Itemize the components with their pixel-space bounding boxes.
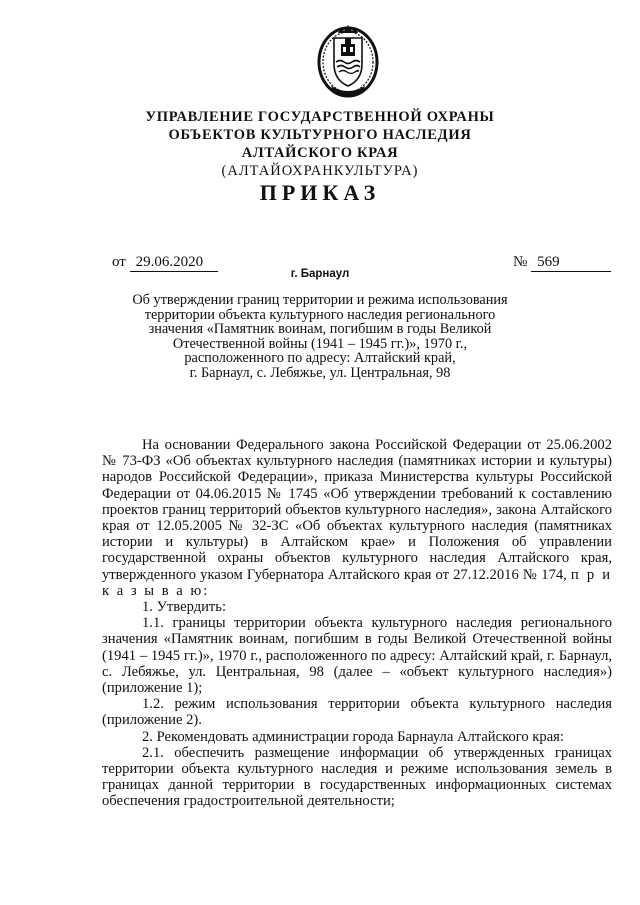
org-name-line-2: ОБЪЕКТОВ КУЛЬТУРНОГО НАСЛЕДИЯ bbox=[168, 127, 472, 143]
item-1: 1. Утвердить: bbox=[142, 599, 227, 616]
org-name-line-3: АЛТАЙСКОГО КРАЯ bbox=[241, 145, 399, 161]
preamble-paragraph bbox=[102, 437, 612, 599]
item-2-1: 2.1. обеспечить размещение информации об утвержденных границах территории объекта культурного наследия и режиме использования земель в границах данной территории в государственных информационных системах обеспечения градостроительной деятельности; bbox=[102, 744, 612, 810]
item-1-2: 1.2. режим использования территории объекта культурного наследия (приложение 2). bbox=[102, 696, 612, 729]
city-label: г. Барнаул bbox=[290, 268, 350, 280]
subject-line: Отечественной войны (1941 – 1945 гг.)», 1970 г., bbox=[172, 335, 468, 352]
date-prefix: от bbox=[112, 254, 126, 270]
number-prefix: № bbox=[513, 254, 528, 270]
order-command: п р и к а з ы в а ю: bbox=[102, 566, 613, 599]
org-name-line-1: УПРАВЛЕНИЕ ГОСУДАРСТВЕННОЙ ОХРАНЫ bbox=[145, 109, 495, 125]
document-subject bbox=[130, 293, 510, 380]
preamble-text: На основании Федерального закона Российской Федерации от 25.06.2002 № 73-ФЗ «Об объектах культурного наследия (памятниках истории и культуры) народов Российской Федерации», приказа Министерства культуры Российской Федерации от 04.06.2015 № 1745 «Об утверждении требований к составлению проектов границ территорий объектов культурного наследия», закона Алтайского края от 12.05.2005 № 32-ЗС «Об объектах культурного наследия (памятниках истории и культуры) в Алтайском крае» и Положения об управлении государственной охраны объектов культурного наследия Алтайского края, утвержденного указом Губернатора Алтайского края от 27.12.2016 № 174, bbox=[102, 437, 612, 583]
number-value: 569 bbox=[531, 254, 611, 272]
subject-line: Об утверждении границ территории и режима использования bbox=[132, 292, 508, 308]
coat-of-arms-emblem bbox=[317, 24, 379, 98]
subject-line: территории объекта культурного наследия регионального bbox=[144, 306, 496, 323]
document-body bbox=[102, 437, 612, 810]
subject-line: значения «Памятник воинам, погибшим в годы Великой bbox=[148, 321, 492, 337]
item-1-1: 1.1. границы территории объекта культурного наследия регионального значения «Памятник воинам, погибшим в годы Великой Отечественной войны (1941 – 1945 гг.)», 1970 г., расположенного по адресу: Алтайский край, г. Барнаул, с. Лебяжье, ул. Центральная, 98 (далее – «объект культурного наследия») (приложение 1); bbox=[102, 615, 612, 697]
org-name-line-4: (АЛТАЙОХРАНКУЛЬТУРА) bbox=[221, 163, 419, 179]
date-value: 29.06.2020 bbox=[130, 254, 218, 272]
subject-line: расположенного по адресу: Алтайский край, bbox=[184, 350, 456, 366]
subject-line: г. Барнаул, с. Лебяжье, ул. Центральная, 98 bbox=[189, 364, 451, 381]
item-2: 2. Рекомендовать администрации города Барнаула Алтайского края: bbox=[142, 728, 564, 745]
document-type-title: ПРИКАЗ bbox=[259, 180, 381, 205]
